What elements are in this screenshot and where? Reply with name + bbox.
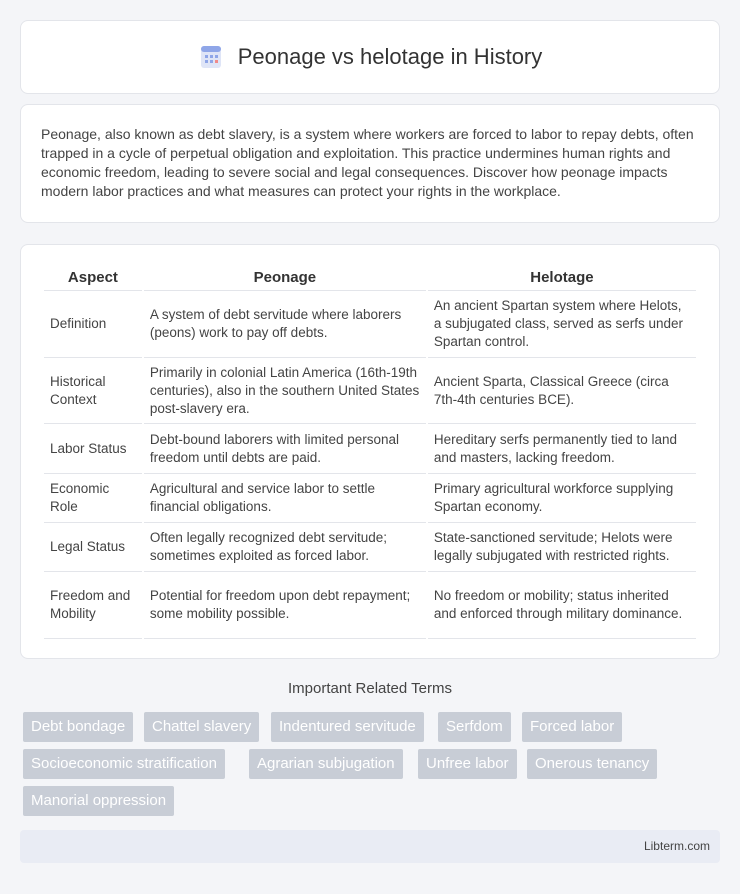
table-row — [44, 358, 696, 424]
row-aspect: Freedom and Mobility — [44, 572, 142, 639]
related-term-tag[interactable]: Chattel slavery — [144, 712, 259, 742]
row-peonage: Debt-bound laborers with limited personal freedom until debts are paid. — [144, 424, 426, 474]
row-helotage: No freedom or mobility; status inherited and enforced through military dominance. — [428, 572, 696, 639]
row-peonage: Primarily in colonial Latin America (16th-19th centuries), also in the southern United States post-slavery era. — [144, 358, 426, 424]
table-row — [44, 572, 696, 639]
row-aspect: Labor Status — [44, 424, 142, 474]
table-row — [44, 474, 696, 523]
row-aspect: Historical Context — [44, 358, 142, 424]
page-title: Peonage vs helotage in History — [237, 44, 543, 69]
row-peonage: Potential for freedom upon debt repayment; some mobility possible. — [144, 572, 426, 639]
column-header-peonage: Peonage — [144, 265, 426, 291]
row-helotage: An ancient Spartan system where Helots, a subjugated class, served as serfs under Spartan control. — [428, 291, 696, 358]
related-term-tag[interactable]: Debt bondage — [23, 712, 133, 742]
row-aspect: Economic Role — [44, 474, 142, 523]
related-term-tag[interactable]: Agrarian subjugation — [249, 749, 403, 779]
related-term-tag[interactable]: Indentured servitude — [271, 712, 424, 742]
table-row — [44, 523, 696, 572]
row-helotage: Hereditary serfs permanently tied to land and masters, lacking freedom. — [428, 424, 696, 474]
related-term-tag[interactable]: Unfree labor — [418, 749, 517, 779]
row-aspect: Legal Status — [44, 523, 142, 572]
column-header-helotage: Helotage — [428, 265, 696, 291]
related-term-tag[interactable]: Serfdom — [438, 712, 511, 742]
related-term-tag[interactable]: Forced labor — [522, 712, 622, 742]
comparison-card — [20, 244, 720, 659]
related-term-tag[interactable]: Manorial oppression — [23, 786, 174, 816]
intro-text: Peonage, also known as debt slavery, is a system where workers are forced to labor to repay debts, often trapped in a cycle of perpetual obligation and exploitation. This practice undermines human rights and economic freedom, leading to severe social and legal consequences. Discover how peonage impacts modern labor practices and what measures can protect your rights in the workplace. — [41, 126, 694, 199]
site-credit[interactable]: Libterm.com — [643, 839, 710, 853]
row-helotage: Ancient Sparta, Classical Greece (circa 7th-4th centuries BCE). — [428, 358, 696, 424]
related-terms-heading: Important Related Terms — [288, 680, 452, 697]
row-helotage: Primary agricultural workforce supplying Spartan economy. — [428, 474, 696, 523]
related-term-tag[interactable]: Socioeconomic stratification — [23, 749, 225, 779]
row-aspect: Definition — [44, 291, 142, 358]
row-helotage: State-sanctioned servitude; Helots were legally subjugated with restricted rights. — [428, 523, 696, 572]
column-header-aspect: Aspect — [44, 265, 142, 291]
related-term-tag[interactable]: Onerous tenancy — [527, 749, 657, 779]
document-icon — [198, 44, 224, 70]
row-peonage: Often legally recognized debt servitude; sometimes exploited as forced labor. — [144, 523, 426, 572]
comparison-table — [42, 265, 698, 639]
row-peonage: A system of debt servitude where laborers (peons) work to pay off debts. — [144, 291, 426, 358]
table-row — [44, 291, 696, 358]
title-card — [20, 20, 720, 94]
table-row — [44, 424, 696, 474]
footer — [20, 830, 720, 863]
row-peonage: Agricultural and service labor to settle financial obligations. — [144, 474, 426, 523]
intro-card — [20, 104, 720, 223]
